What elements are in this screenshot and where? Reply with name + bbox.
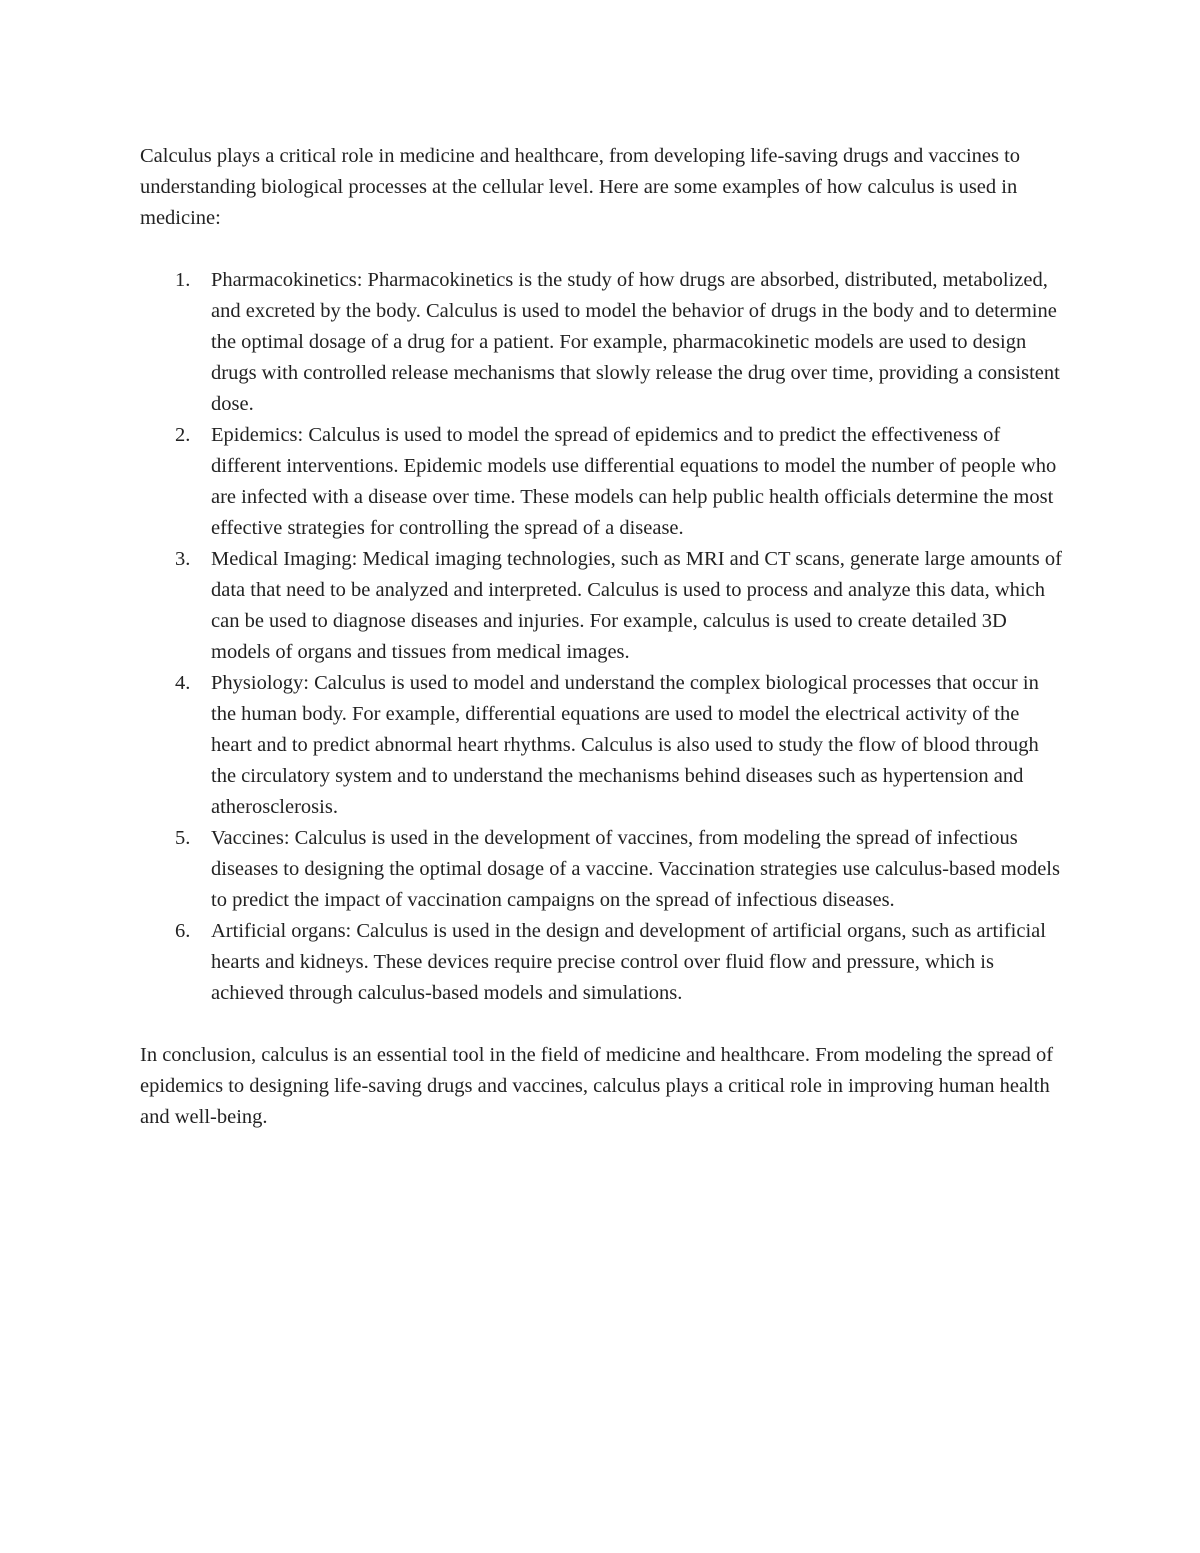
list-item-number: 4. xyxy=(175,672,191,694)
list-item-number: 5. xyxy=(175,827,191,849)
intro-paragraph: Calculus plays a critical role in medicine and healthcare, from developing life-saving drugs and vaccines to understanding biological processes at the cellular level. Here are some examples of how calculus is used in medicine: xyxy=(140,145,1021,229)
examples-list xyxy=(140,265,1065,1009)
conclusion-paragraph: In conclusion, calculus is an essential tool in the field of medicine and healthcare. From modeling the spread of epidemics to designing life-saving drugs and vaccines, calculus plays a critical role in improving human health and well-being. xyxy=(140,1044,1054,1128)
list-item xyxy=(140,916,1065,1009)
list-item xyxy=(140,420,1065,544)
list-item-text: Vaccines: Calculus is used in the development of vaccines, from modeling the spread of infectious diseases to designing the optimal dosage of a vaccine. Vaccination strategies use calculus-based models to predict the impact of vaccination campaigns on the spread of infectious diseases. xyxy=(211,827,1060,911)
list-item-text: Pharmacokinetics: Pharmacokinetics is the study of how drugs are absorbed, distributed, metabolized, and excreted by the body. Calculus is used to model the behavior of drugs in the body and to determine the optimal dosage of a drug for a patient. For example, pharmacokinetic models are used to design drugs with controlled release mechanisms that slowly release the drug over time, providing a consistent dose. xyxy=(211,269,1060,415)
list-item-text: Medical Imaging: Medical imaging technologies, such as MRI and CT scans, generate large amounts of data that need to be analyzed and interpreted. Calculus is used to process and analyze this data, which can be used to diagnose diseases and injuries. For example, calculus is used to create detailed 3D models of organs and tissues from medical images. xyxy=(211,548,1062,663)
list-item-number: 2. xyxy=(175,424,191,446)
list-item xyxy=(140,265,1065,420)
list-item-number: 6. xyxy=(175,920,191,942)
list-item-text: Epidemics: Calculus is used to model the spread of epidemics and to predict the effectiveness of different interventions. Epidemic models use differential equations to model the number of people who are infected with a disease over time. These models can help public health officials determine the most effective strategies for controlling the spread of a disease. xyxy=(211,424,1057,539)
list-item-number: 3. xyxy=(175,548,191,570)
list-item-number: 1. xyxy=(175,269,191,291)
list-item xyxy=(140,823,1065,916)
list-item-text: Artificial organs: Calculus is used in the design and development of artificial organs, such as artificial hearts and kidneys. These devices require precise control over fluid flow and pressure, which is achieved through calculus-based models and simulations. xyxy=(211,920,1046,1004)
list-item xyxy=(140,668,1065,823)
list-item xyxy=(140,544,1065,668)
document-page xyxy=(140,141,1065,1133)
list-item-text: Physiology: Calculus is used to model and understand the complex biological processes that occur in the human body. For example, differential equations are used to model the electrical activity of the heart and to predict abnormal heart rhythms. Calculus is also used to study the flow of blood through the circulatory system and to understand the mechanisms behind diseases such as hypertension and atherosclerosis. xyxy=(211,672,1039,818)
